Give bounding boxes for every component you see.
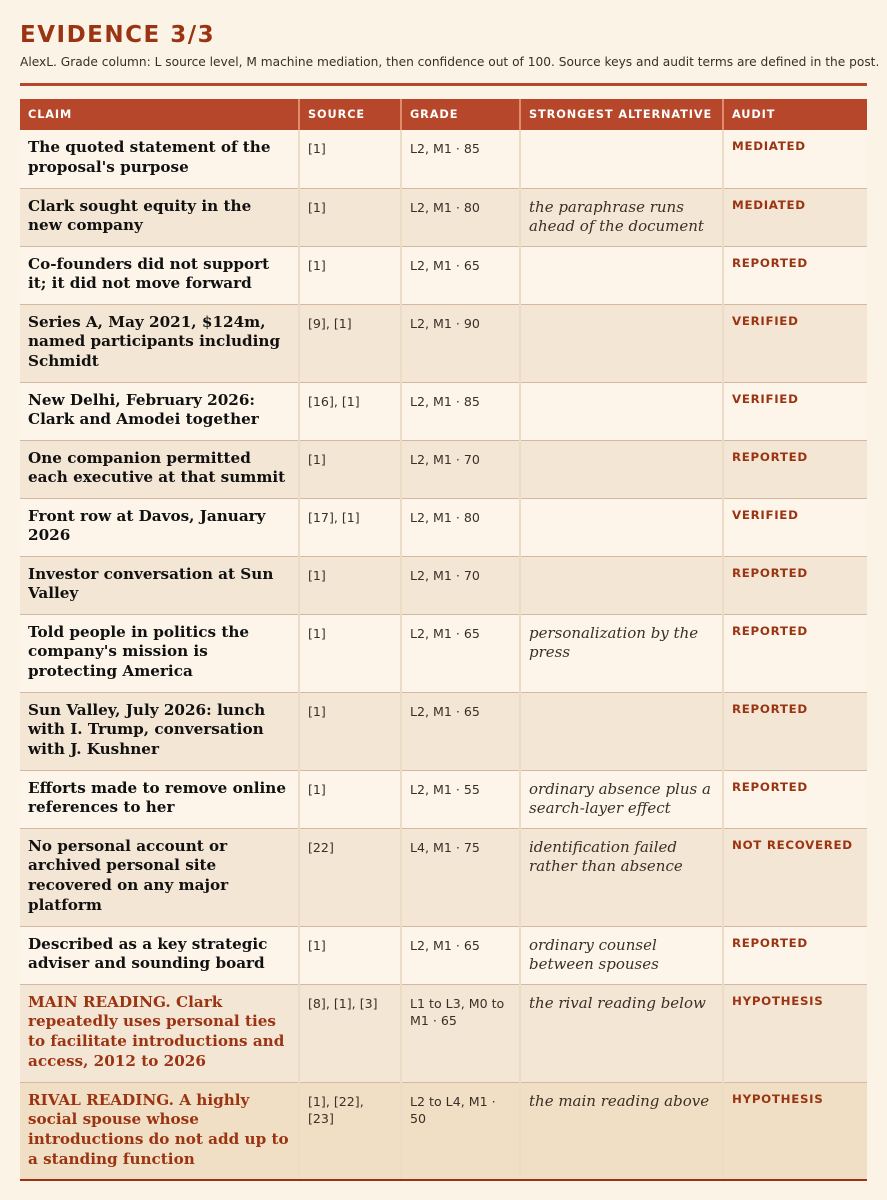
audit-status-badge: REPORTED — [723, 692, 867, 770]
audit-status-badge: REPORTED — [723, 926, 867, 984]
table-row — [20, 130, 867, 188]
table-row — [20, 926, 867, 984]
grade-cell: L2, M1 · 85 — [401, 382, 520, 440]
audit-status-badge: REPORTED — [723, 770, 867, 828]
grade-cell: L2, M1 · 65 — [401, 692, 520, 770]
audit-status-badge: VERIFIED — [723, 498, 867, 556]
alternative-cell: ordinary counsel between spouses — [520, 926, 723, 984]
column-header-alternative: STRONGEST ALTERNATIVE — [520, 99, 723, 130]
grade-cell: L2, M1 · 90 — [401, 304, 520, 382]
grade-cell: L4, M1 · 75 — [401, 828, 520, 926]
audit-status-badge: HYPOTHESIS — [723, 984, 867, 1082]
audit-status-badge: REPORTED — [723, 614, 867, 692]
alternative-cell: the main reading above — [520, 1082, 723, 1180]
alternative-cell: the paraphrase runs ahead of the document — [520, 188, 723, 246]
claim-cell: New Delhi, February 2026: Clark and Amodei together — [20, 382, 299, 440]
alternative-cell: identification failed rather than absence — [520, 828, 723, 926]
grade-cell: L2, M1 · 70 — [401, 440, 520, 498]
table-row — [20, 828, 867, 926]
column-header-grade: GRADE — [401, 99, 520, 130]
table-row — [20, 984, 867, 1082]
grade-cell: L2, M1 · 70 — [401, 556, 520, 614]
grade-cell: L2, M1 · 65 — [401, 926, 520, 984]
table-row — [20, 246, 867, 304]
claim-cell: Series A, May 2021, $124m, named participants including Schmidt — [20, 304, 299, 382]
source-cell: [1] — [299, 130, 401, 188]
source-cell: [1] — [299, 692, 401, 770]
table-row — [20, 498, 867, 556]
alternative-cell: personalization by the press — [520, 614, 723, 692]
claim-cell: MAIN READING. Clark repeatedly uses personal ties to facilitate introductions and access, 2012 to 2026 — [20, 984, 299, 1082]
table-row — [20, 692, 867, 770]
audit-status-badge: VERIFIED — [723, 382, 867, 440]
alternative-cell — [520, 130, 723, 188]
alternative-cell — [520, 382, 723, 440]
source-cell: [17], [1] — [299, 498, 401, 556]
claim-cell: The quoted statement of the proposal's purpose — [20, 130, 299, 188]
claim-cell: No personal account or archived personal site recovered on any major platform — [20, 828, 299, 926]
alternative-cell — [520, 692, 723, 770]
alternative-cell — [520, 304, 723, 382]
page-subtitle: AlexL. Grade column: L source level, M machine mediation, then confidence out of 100. Source keys and audit terms are defined in the post. — [20, 55, 880, 69]
source-cell: [1] — [299, 246, 401, 304]
claim-cell: Clark sought equity in the new company — [20, 188, 299, 246]
alternative-cell — [520, 246, 723, 304]
audit-status-badge: VERIFIED — [723, 304, 867, 382]
table-row — [20, 382, 867, 440]
alternative-cell — [520, 440, 723, 498]
table-row — [20, 556, 867, 614]
title-divider — [20, 83, 867, 86]
audit-status-badge: MEDIATED — [723, 188, 867, 246]
source-cell: [1] — [299, 440, 401, 498]
audit-status-badge: HYPOTHESIS — [723, 1082, 867, 1180]
claim-cell: Told people in politics the company's mission is protecting America — [20, 614, 299, 692]
source-cell: [1], [22], [23] — [299, 1082, 401, 1180]
source-cell: [16], [1] — [299, 382, 401, 440]
source-cell: [22] — [299, 828, 401, 926]
grade-cell: L1 to L3, M0 to M1 · 65 — [401, 984, 520, 1082]
claim-cell: Co-founders did not support it; it did not move forward — [20, 246, 299, 304]
source-cell: [9], [1] — [299, 304, 401, 382]
table-row — [20, 614, 867, 692]
claim-cell: Described as a key strategic adviser and sounding board — [20, 926, 299, 984]
evidence-table — [20, 99, 867, 1181]
alternative-cell — [520, 556, 723, 614]
grade-cell: L2, M1 · 85 — [401, 130, 520, 188]
table-body — [20, 130, 867, 1180]
column-header-claim: CLAIM — [20, 99, 299, 130]
grade-cell: L2, M1 · 80 — [401, 498, 520, 556]
grade-cell: L2 to L4, M1 · 50 — [401, 1082, 520, 1180]
table-row — [20, 188, 867, 246]
audit-status-badge: MEDIATED — [723, 130, 867, 188]
grade-cell: L2, M1 · 80 — [401, 188, 520, 246]
source-cell: [8], [1], [3] — [299, 984, 401, 1082]
source-cell: [1] — [299, 770, 401, 828]
claim-cell: Efforts made to remove online references to her — [20, 770, 299, 828]
grade-cell: L2, M1 · 55 — [401, 770, 520, 828]
source-cell: [1] — [299, 926, 401, 984]
column-header-audit: AUDIT — [723, 99, 867, 130]
grade-cell: L2, M1 · 65 — [401, 246, 520, 304]
source-cell: [1] — [299, 614, 401, 692]
alternative-cell: ordinary absence plus a search-layer effect — [520, 770, 723, 828]
alternative-cell: the rival reading below — [520, 984, 723, 1082]
grade-cell: L2, M1 · 65 — [401, 614, 520, 692]
table-row — [20, 304, 867, 382]
claim-cell: One companion permitted each executive at that summit — [20, 440, 299, 498]
page-title: EVIDENCE 3/3 — [20, 22, 216, 48]
header-row — [20, 99, 867, 130]
audit-status-badge: REPORTED — [723, 246, 867, 304]
source-cell: [1] — [299, 556, 401, 614]
claim-cell: Front row at Davos, January 2026 — [20, 498, 299, 556]
table-row — [20, 440, 867, 498]
audit-status-badge: REPORTED — [723, 440, 867, 498]
table-row — [20, 1082, 867, 1180]
audit-status-badge: NOT RECOVERED — [723, 828, 867, 926]
column-header-source: SOURCE — [299, 99, 401, 130]
audit-status-badge: REPORTED — [723, 556, 867, 614]
claim-cell: Sun Valley, July 2026: lunch with I. Trump, conversation with J. Kushner — [20, 692, 299, 770]
claim-cell: RIVAL READING. A highly social spouse whose introductions do not add up to a standing function — [20, 1082, 299, 1180]
source-cell: [1] — [299, 188, 401, 246]
claim-cell: Investor conversation at Sun Valley — [20, 556, 299, 614]
table-header — [20, 99, 867, 130]
table-row — [20, 770, 867, 828]
alternative-cell — [520, 498, 723, 556]
